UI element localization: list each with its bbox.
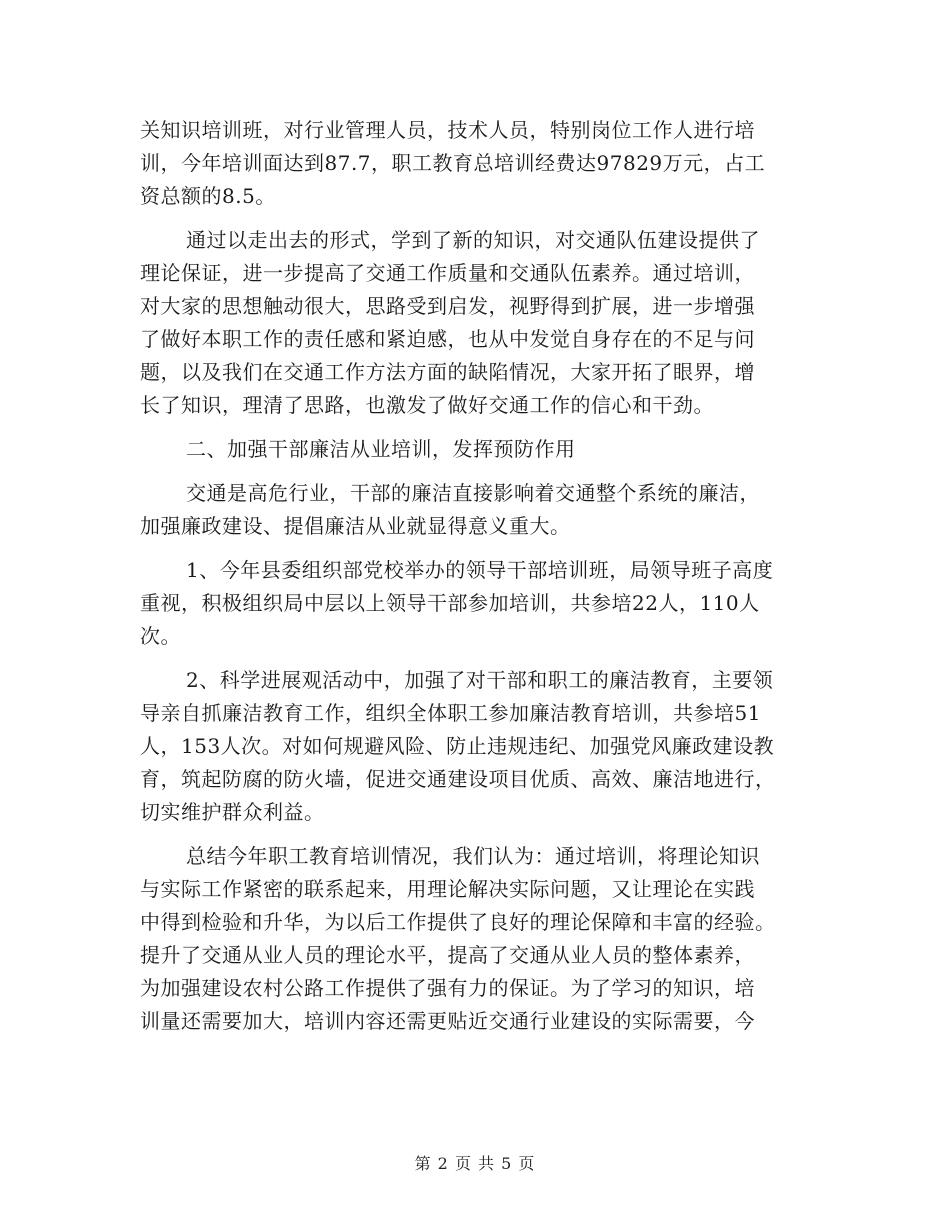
text-line: 长了知识，理清了思路，也激发了做好交通工作的信心和干劲。 — [140, 393, 714, 417]
text-line: 训，今年培训面达到87.7，职工教育总培训经费达97829万元，占工 — [140, 151, 766, 175]
text-line: 导亲自抓廉洁教育工作，组织全体职工参加廉洁教育培训，共参培51 — [140, 701, 761, 725]
text-line: 人，153人次。对如何规避风险、防止违规违纪、加强党风廉政建设教 — [140, 734, 775, 758]
text-line: 重视，积极组织局中层以上领导干部参加培训，共参培22人，110人 — [140, 591, 760, 615]
text-line: 提升了交通从业人员的理论水平，提高了交通从业人员的整体素养， — [140, 943, 755, 967]
text-line: 切实维护群众利益。 — [140, 800, 325, 824]
text-line: 次。 — [140, 624, 181, 648]
text-line: 总结今年职工教育培训情况，我们认为：通过培训，将理论知识 — [186, 844, 760, 868]
text-line: 资总额的8.5。 — [140, 184, 276, 208]
text-line: 理论保证，进一步提高了交通工作质量和交通队伍素养。通过培训， — [140, 261, 755, 285]
text-line: 训量还需要加大，培训内容还需更贴近交通行业建设的实际需要，今 — [140, 1009, 755, 1033]
text-line: 交通是高危行业，干部的廉洁直接影响着交通整个系统的廉洁， — [186, 481, 760, 505]
text-line: 题，以及我们在交通工作方法方面的缺陷情况，大家开拓了眼界，增 — [140, 360, 755, 384]
page-number-footer: 第 2 页 共 5 页 — [414, 1154, 536, 1173]
section-heading: 二、加强干部廉洁从业培训，发挥预防作用 — [186, 437, 576, 461]
text-line: 育，筑起防腐的防火墙，促进交通建设项目优质、高效、廉洁地进行， — [140, 767, 776, 791]
text-line: 关知识培训班，对行业管理人员，技术人员，特别岗位工作人进行培 — [140, 118, 755, 142]
text-line: 通过以走出去的形式，学到了新的知识，对交通队伍建设提供了 — [186, 228, 760, 252]
text-line: 与实际工作紧密的联系起来，用理论解决实际问题，又让理论在实践 — [140, 877, 755, 901]
text-line: 为加强建设农村公路工作提供了强有力的保证。为了学习的知识，培 — [140, 976, 755, 1000]
text-line: 对大家的思想触动很大，思路受到启发，视野得到扩展，进一步增强 — [140, 294, 755, 318]
text-line: 了做好本职工作的责任感和紧迫感，也从中发觉自身存在的不足与问 — [140, 327, 755, 351]
text-line: 1、今年县委组织部党校举办的领导干部培训班，局领导班子高度 — [186, 558, 774, 582]
text-line: 2、科学进展观活动中，加强了对干部和职工的廉洁教育，主要领 — [186, 668, 774, 692]
text-line: 加强廉政建设、提倡廉洁从业就显得意义重大。 — [140, 514, 571, 538]
text-line: 中得到检验和升华，为以后工作提供了良好的理论保障和丰富的经验。 — [140, 910, 776, 934]
